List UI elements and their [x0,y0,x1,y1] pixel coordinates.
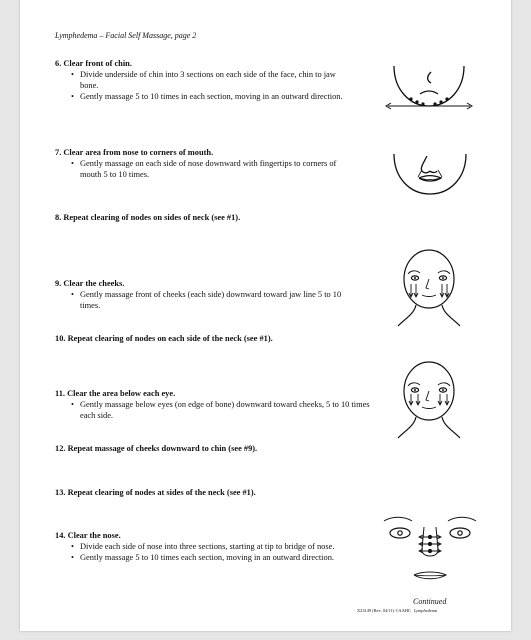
step-8-heading: 8. Repeat clearing of nodes on sides of neck (see #1). [55,213,241,222]
step-10-heading: 10. Repeat clearing of nodes on each side of the neck (see #1). [55,334,273,343]
chin-massage-illustration [382,62,476,118]
step-9-heading: 9. Clear the cheeks. [55,279,125,288]
step-12 [55,443,385,454]
step-8 [55,212,385,223]
step-9 [55,278,345,311]
step-7-bullet-1: • Gently massage on each side of nose downward with fingertips to corners of mouth 5 to 10 times. [80,158,355,180]
step-7 [55,147,355,180]
step-6-heading: 6. Clear front of chin. [55,59,132,68]
step-11 [55,388,375,421]
continued-label: Continued [413,597,447,606]
step-10 [55,333,385,344]
document-code [357,608,437,613]
cheek-massage-illustration [396,246,462,328]
step-14 [55,530,385,563]
step-6 [55,58,355,102]
step-12-heading: 12. Repeat massage of cheeks downward to chin (see #9). [55,444,258,453]
step-14-heading: 14. Clear the nose. [55,531,121,540]
document-category: Lymphedema [413,608,438,613]
step-13 [55,487,385,498]
step-6-bullet-1: • Divide underside of chin into 3 sections on each side of the face, chin to jaw bone. [80,69,355,91]
step-11-heading: 11. Clear the area below each eye. [55,389,176,398]
step-7-heading: 7. Clear area from nose to corners of mouth. [55,148,214,157]
page-header: Lymphedema – Facial Self Massage, page 2 [55,31,197,40]
step-14-bullet-1: • Divide each side of nose into three sections, starting at tip to bridge of nose. [80,541,385,552]
nose-to-mouth-illustration [386,150,474,200]
step-14-bullet-2: • Gently massage 5 to 10 times each section, moving in an outward direction. [80,552,385,563]
under-eye-massage-illustration [396,358,462,440]
nose-massage-illustration [378,513,482,589]
step-9-bullet-1: • Gently massage front of cheeks (each side) downward toward jaw line 5 to 10 times. [80,289,345,311]
step-6-bullet-2: • Gently massage 5 to 10 times in each section, moving in an outward direction. [80,91,355,102]
step-13-heading: 13. Repeat clearing of nodes at sides of the neck (see #1). [55,488,256,497]
step-11-bullet-1: • Gently massage below eyes (on edge of bone) downward toward cheeks, 5 to 10 times each side. [80,399,375,421]
document-code-number: X23149 (Rev. 04/11) ©AAHC [357,608,411,613]
